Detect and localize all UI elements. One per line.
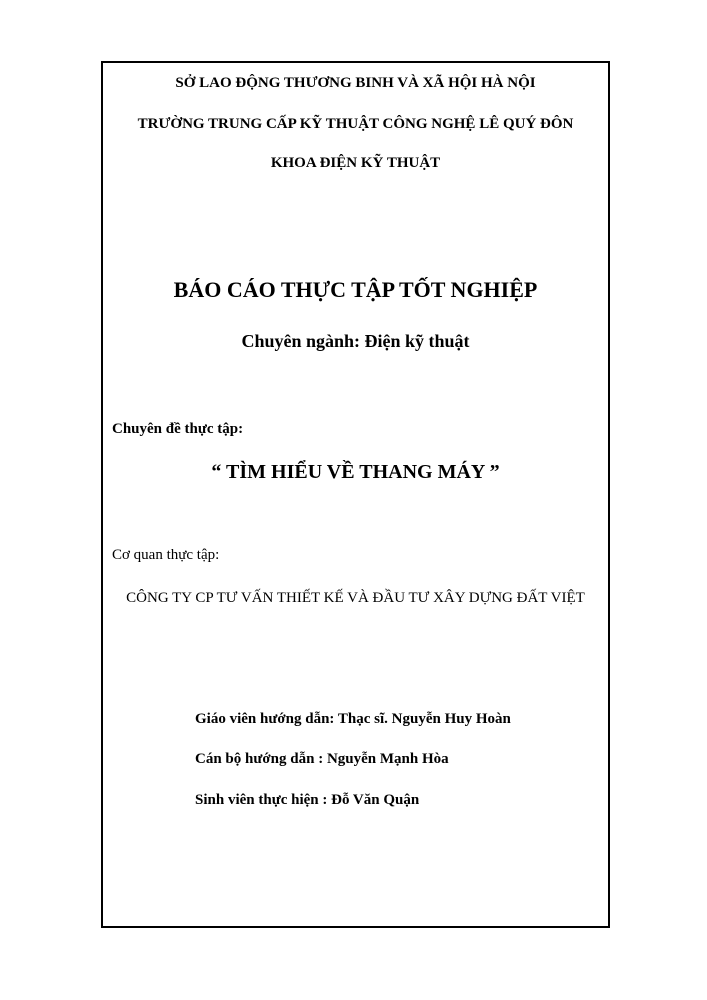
topic-title: “ TÌM HIỂU VỀ THANG MÁY ” [211, 461, 500, 483]
topic-label: Chuyên đề thực tập: [112, 421, 244, 437]
ministry-heading: SỞ LAO ĐỘNG THƯƠNG BINH VÀ XÃ HỘI HÀ NỘI [175, 75, 536, 91]
advisor-line: Giáo viên hướng dẫn: Thạc sĩ. Nguyễn Huy Hoàn [195, 711, 511, 727]
report-title: BÁO CÁO THỰC TẬP TỐT NGHIỆP [173, 277, 538, 302]
school-heading: TRƯỜNG TRUNG CẤP KỸ THUẬT CÔNG NGHỆ LÊ QUÝ ĐÔN [137, 116, 574, 132]
student-line: Sinh viên thực hiện : Đỗ Văn Quận [195, 792, 420, 808]
agency-name: CÔNG TY CP TƯ VẤN THIẾT KẾ VÀ ĐẦU TƯ XÂY DỰNG ĐẤT VIỆT [126, 590, 585, 606]
major-line: Chuyên ngành: Điện kỹ thuật [241, 331, 470, 351]
agency-label: Cơ quan thực tập: [112, 547, 220, 563]
faculty-heading: KHOA ĐIỆN KỸ THUẬT [270, 155, 441, 171]
supervisor-line: Cán bộ hướng dẫn : Nguyễn Mạnh Hòa [195, 751, 449, 767]
